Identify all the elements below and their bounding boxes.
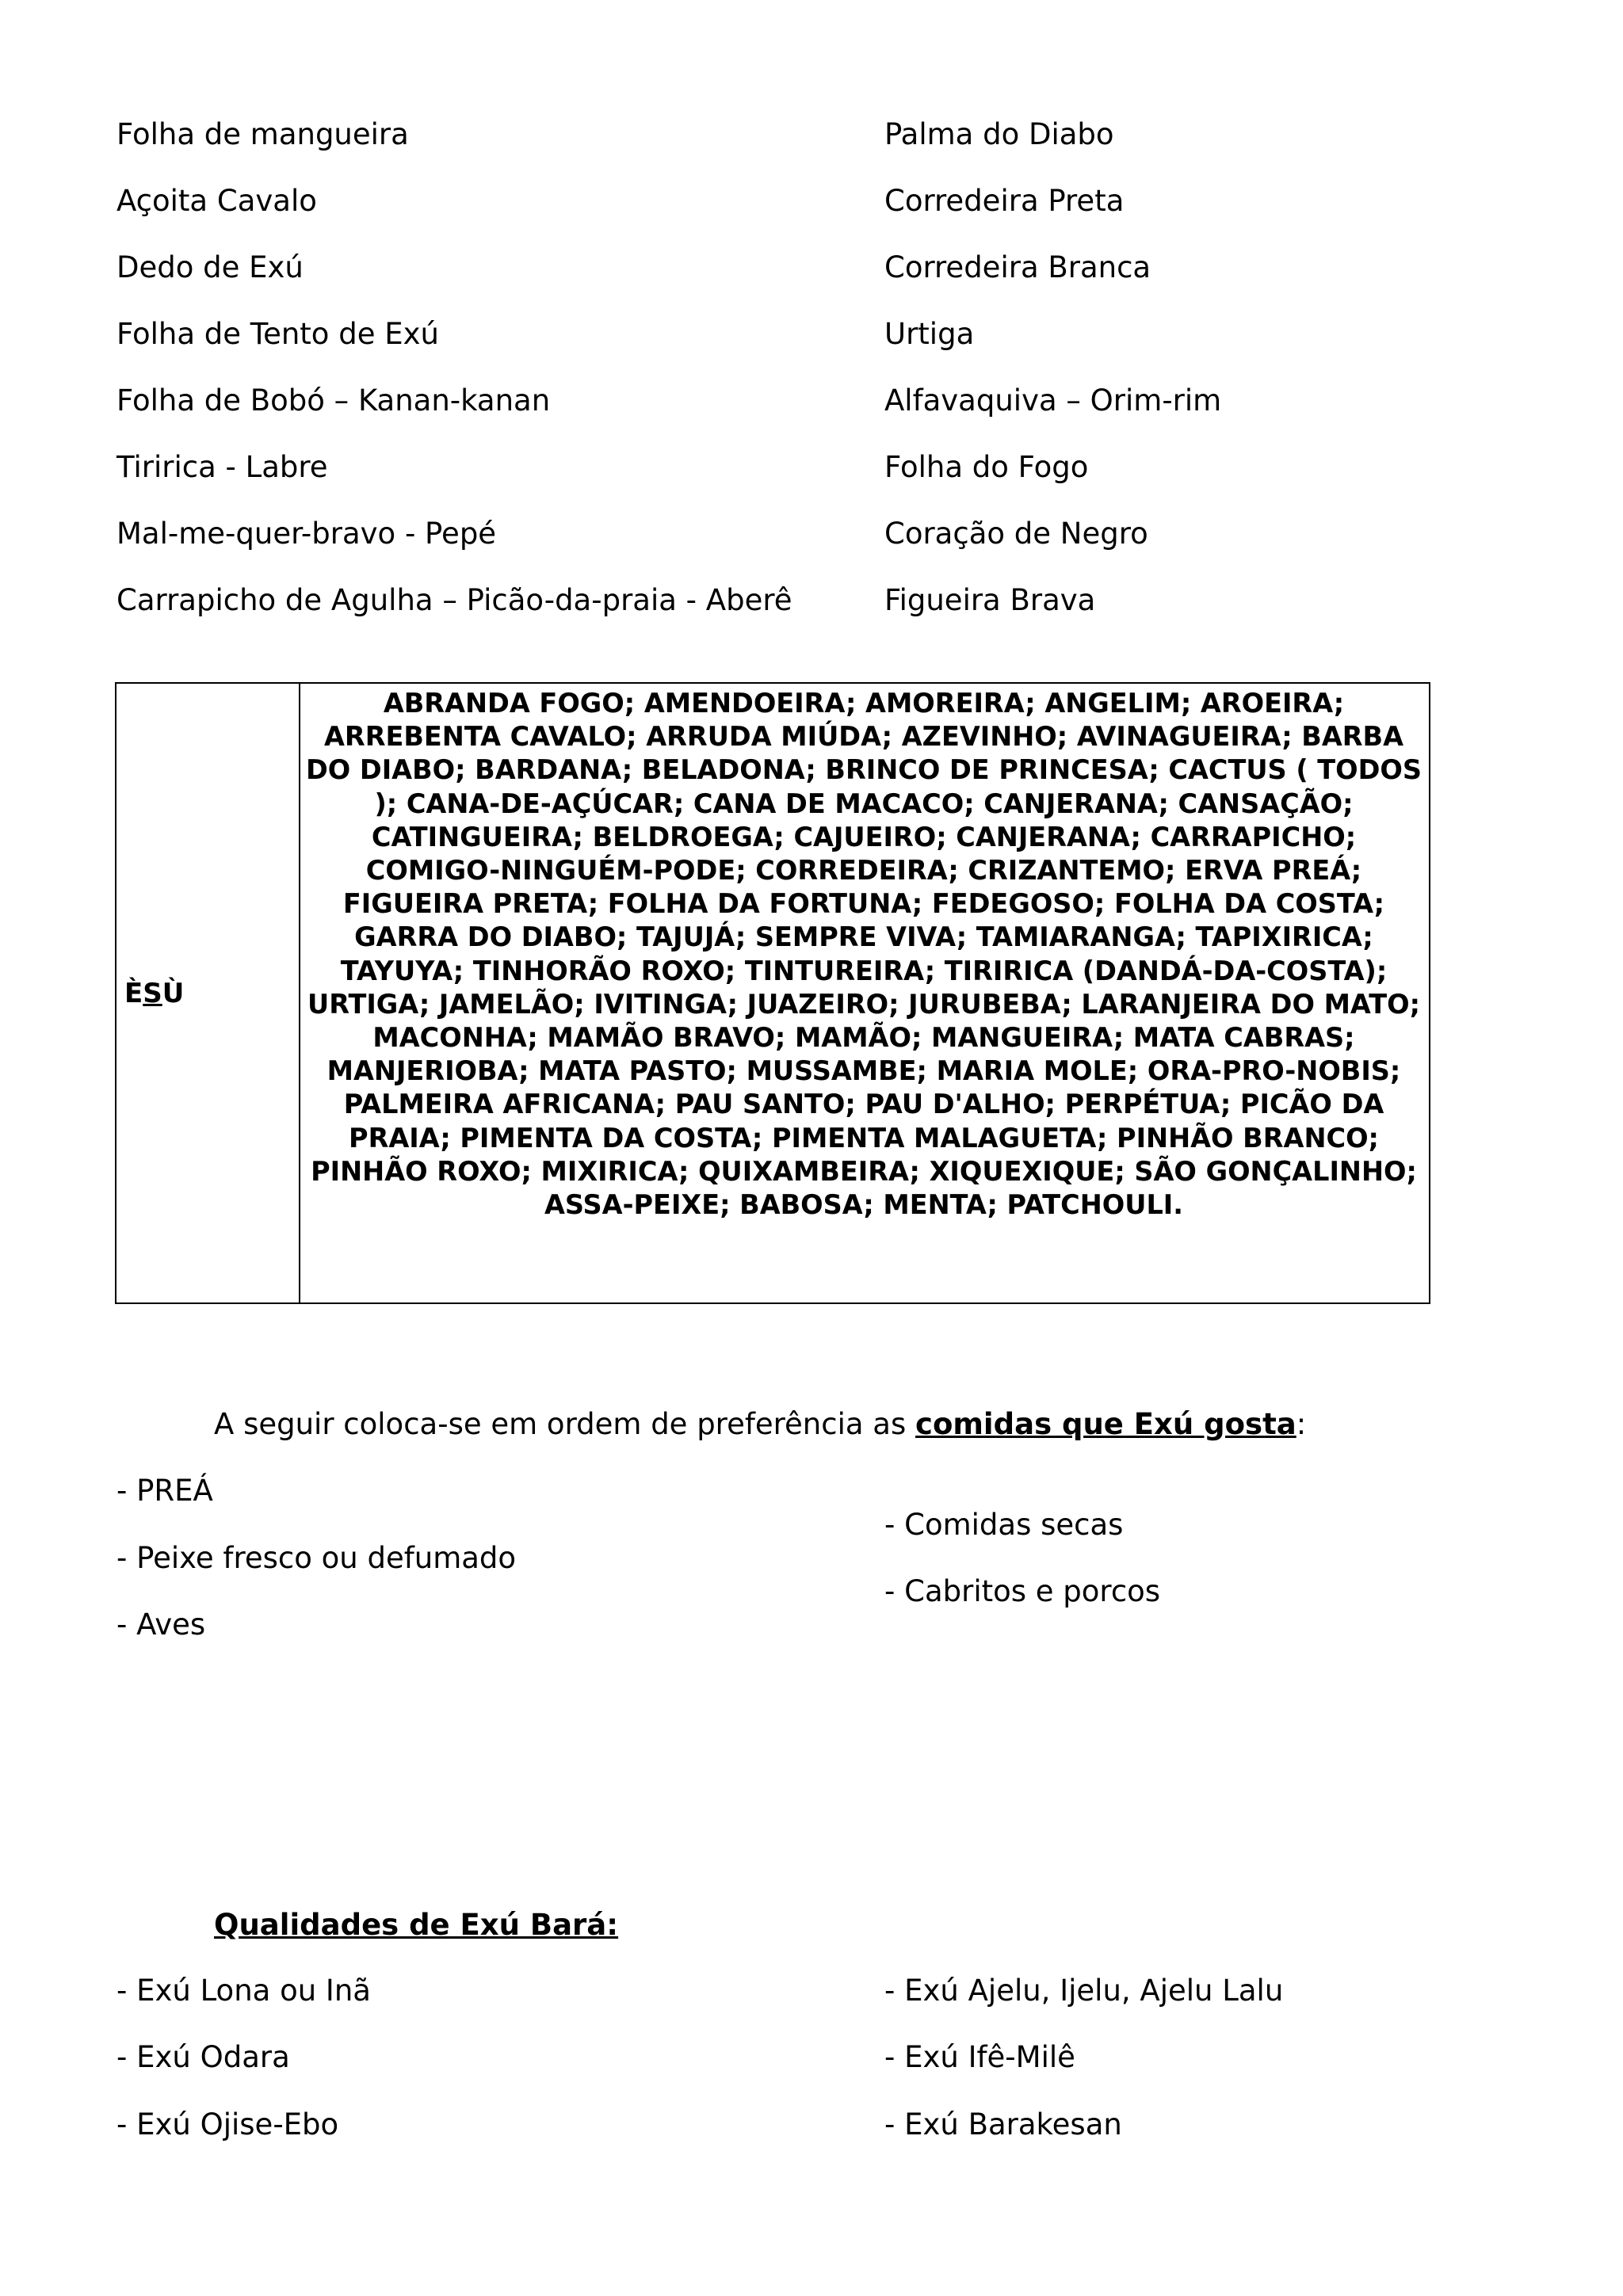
herb-item: Tiririca - Labre [116, 450, 328, 484]
orixa-name-underlined: S [143, 977, 162, 1009]
herb-item: Alfavaquiva – Orim-rim [884, 383, 1222, 418]
herb-item: Folha de Bobó – Kanan-kanan [116, 383, 551, 418]
quality-item: - Exú Odara [116, 2040, 290, 2074]
food-item: - Cabritos e porcos [884, 1574, 1161, 1608]
herb-item: Açoita Cavalo [116, 184, 317, 218]
herb-item: Folha de mangueira [116, 117, 409, 151]
foods-intro-emphasis: comidas que Exú gosta [915, 1407, 1296, 1441]
quality-item: - Exú Lona ou Inã [116, 1974, 371, 2008]
foods-intro [214, 1407, 1306, 1442]
herb-item: Mal-me-quer-bravo - Pepé [116, 517, 497, 551]
quality-item: - Exú Ifê-Milê [884, 2040, 1075, 2074]
food-item: - Aves [116, 1608, 206, 1642]
herb-item: Folha de Tento de Exú [116, 317, 439, 351]
quality-item: - Exú Barakesan [884, 2107, 1122, 2142]
herb-item: Coração de Negro [884, 517, 1148, 551]
herbs-left-column [116, 117, 792, 650]
herb-item: Carrapicho de Agulha – Picão-da-praia - Aberê [116, 583, 792, 617]
orixa-name-suffix: Ù [162, 977, 185, 1009]
food-item: - Peixe fresco ou defumado [116, 1541, 517, 1575]
herbs-right-column [884, 117, 1221, 650]
food-item: - PREÁ [116, 1474, 213, 1508]
quality-item: - Exú Ajelu, Ijelu, Ajelu Lalu [884, 1974, 1284, 2008]
herb-item: Figueira Brava [884, 583, 1096, 617]
foods-intro-suffix: : [1296, 1407, 1307, 1441]
food-item: - Comidas secas [884, 1508, 1124, 1542]
herb-item: Palma do Diabo [884, 117, 1114, 151]
herb-item: Folha do Fogo [884, 450, 1089, 484]
herb-item: Dedo de Exú [116, 250, 304, 284]
orixa-name [124, 684, 291, 1302]
foods-intro-text: A seguir coloca-se em ordem de preferência as [214, 1407, 916, 1441]
qualities-title: Qualidades de Exú Bará: [214, 1908, 619, 1942]
orixa-name-prefix: È [124, 977, 143, 1009]
herb-item: Urtiga [884, 317, 975, 351]
orixa-herb-table [115, 682, 1430, 1304]
herb-item: Corredeira Preta [884, 184, 1125, 218]
herb-item: Corredeira Branca [884, 250, 1151, 284]
quality-item: - Exú Ojise-Ebo [116, 2107, 339, 2142]
table-column-divider [299, 684, 300, 1302]
orixa-herb-list: ABRANDA FOGO; AMENDOEIRA; AMOREIRA; ANGELIM; AROEIRA; ARREBENTA CAVALO; ARRUDA MIÚDA; AZEVINHO; AVINAGUEIRA; BARBA DO DIABO; BARDANA; BELADONA; BRINCO DE PRINCESA; CACTUS ( TODOS ); CANA-DE-AÇÚCAR; CANA DE MACACO; CANJERANA; CANSAÇÃO; CATINGUEIRA; BELDROEGA; CAJUEIRO; CANJERANA; CARRAPICHO; COMIGO-NINGUÉM-PODE; CORREDEIRA; CRIZANTEMO; ERVA PREÁ; FIGUEIRA PRETA; FOLHA DA FORTUNA; FEDEGOSO; FOLHA DA COSTA; GARRA DO DIABO; TAJUJÁ; SEMPRE VIVA; TAMIARANGA; TAPIXIRICA; TAYUYA; TINHORÃO ROXO; TINTUREIRA; TIRIRICA (DANDÁ-DA-COSTA); URTIGA; JAMELÃO; IVITINGA; JUAZEIRO; JURUBEBA; LARANJEIRA DO MATO; MACONHA; MAMÃO BRAVO; MAMÃO; MANGUEIRA; MATA CABRAS; MANJERIOBA; MATA PASTO; MUSSAMBE; MARIA MOLE; ORA-PRO-NOBIS; PALMEIRA AFRICANA; PAU SANTO; PAU D'ALHO; PERPÉTUA; PICÃO DA PRAIA; PIMENTA DA COSTA; PIMENTA MALAGUETA; PINHÃO BRANCO; PINHÃO ROXO; MIXIRICA; QUIXAMBEIRA; XIQUEXIQUE; SÃO GONÇALINHO; ASSA-PEIXE; BABOSA; MENTA; PATCHOULI. [305, 688, 1423, 1221]
